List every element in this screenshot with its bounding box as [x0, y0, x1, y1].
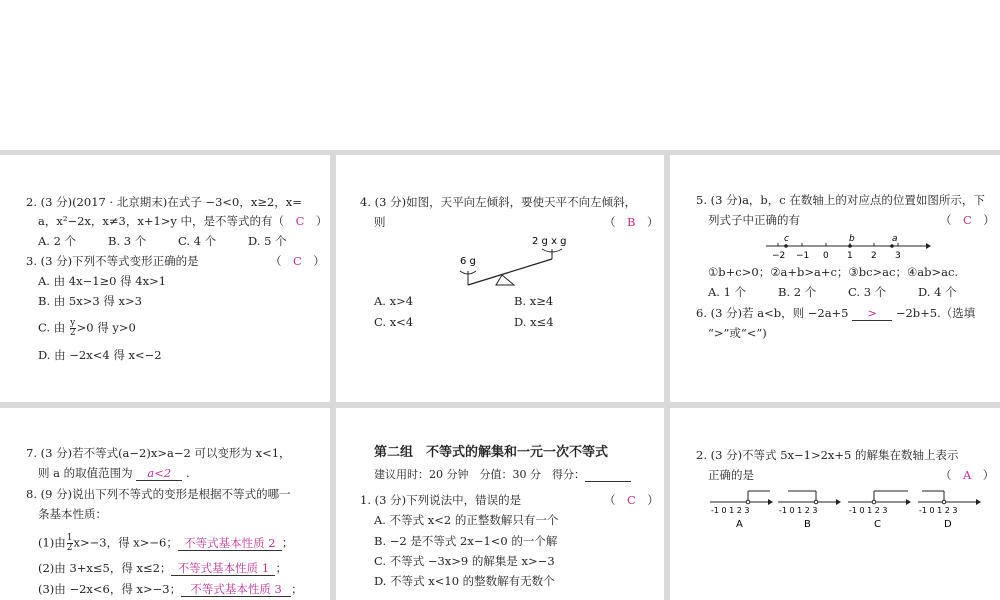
scale-right-label: 2 g x g: [532, 236, 567, 247]
section-meta: 建议用时：20 分钟 分值：30 分 得分：: [374, 468, 631, 482]
q1-option-b: B. −2 是不等式 2x−1<0 的一个解: [374, 534, 558, 548]
panel-q4: [336, 155, 664, 402]
q2-option-b: B. 3 个: [108, 234, 147, 248]
q5-option-b: B. 2 个: [778, 285, 817, 299]
q1-option-c: C. 不等式 −3x>9 的解集是 x>−3: [374, 554, 555, 568]
q8-line1: 8. (9 分)说出下列不等式的变形是根据不等式的哪一: [26, 487, 291, 501]
panel-q2-q3: [0, 155, 330, 402]
q1-stem: 1. (3 分)下列说法中，错误的是: [360, 493, 522, 507]
q8-part1-answer: 不等式基本性质 2: [178, 536, 282, 551]
q3-option-d: D. 由 −2x<4 得 x<−2: [38, 348, 162, 362]
q2-option-d: D. 5 个: [248, 234, 287, 248]
q2-line1: 2. (3 分)(2017 · 北京期末)在式子 −3<0，x≥2，x=: [26, 195, 302, 209]
q8-part2: (2)由 3+x≤5，得 x≤2； 不等式基本性质 1 ；: [38, 561, 287, 575]
point-label-c: c: [784, 234, 789, 244]
q6-line1: 6. (3 分)若 a<b，则 −2a+5 > −2b+5.（选填: [696, 306, 976, 320]
panel-q7-q8: [0, 408, 330, 600]
q4-option-c: C. x<4: [374, 315, 414, 329]
fraction-y-over-2: $\frac{y}{2}$: [69, 318, 76, 338]
q2-option-a: A. 2 个: [38, 234, 77, 248]
q2b-line1: 2. (3 分)不等式 5x−1>2x+5 的解集在数轴上表示: [696, 448, 959, 462]
panel-group2-q1: [336, 408, 664, 600]
q1-answer-paren: （ C ）: [604, 493, 659, 507]
point-a: [890, 244, 894, 248]
q5-option-d: D. 4 个: [918, 285, 957, 299]
q8-line2: 条基本性质：: [38, 507, 107, 521]
tick-label-1: 1: [847, 251, 853, 261]
q8-part2-answer: 不等式基本性质 1: [171, 561, 275, 576]
q5-statements: ①b+c>0；②a+b>a+c；③bc>ac；④ab>ac.: [708, 265, 959, 279]
option-label-a: A: [736, 519, 743, 530]
tick-label-3: 3: [895, 251, 901, 261]
q3-answer-paren: （ C ）: [270, 254, 325, 268]
number-line-option-a: [710, 488, 774, 530]
point-label-a: a: [892, 234, 898, 244]
q1-option-a: A. 不等式 x<2 的正整数解只有一个: [374, 513, 559, 527]
q8-part3: (3)由 −2x<6，得 x>−3； 不等式基本性质 3 ；: [38, 582, 303, 596]
q5-line1: 5. (3 分)a，b，c 在数轴上的对应点的位置如图所示，下: [696, 193, 985, 207]
tick-label-minus1: −1: [796, 251, 810, 261]
number-line-option-b: [778, 488, 842, 530]
q6-line2: “>”或“<”): [708, 326, 767, 340]
q5-answer: C: [963, 213, 972, 227]
q4-option-d: D. x≤4: [514, 315, 554, 329]
axis-arrow: [926, 243, 931, 249]
tick-label-0: 0: [823, 251, 829, 261]
q6-answer: >: [852, 306, 892, 321]
q4-answer: B: [627, 215, 636, 229]
q1-option-d: D. 不等式 x<10 的整数解有无数个: [374, 574, 555, 588]
q3-option-c: C. 由 $\frac{y}{2}$ >0 得 y>0: [38, 318, 136, 338]
q5-answer-paren: （ C ）: [940, 213, 995, 227]
q4-line1: 4. (3 分)如图，天平向左倾斜，要使天平不向左倾斜，: [360, 195, 637, 209]
q3-answer: C: [293, 254, 302, 268]
q3-option-b: B. 由 5x>3 得 x>3: [38, 294, 142, 308]
scale-left-label: 6 g: [460, 256, 476, 267]
tick-label-2: 2: [871, 251, 877, 261]
q2-line2: a，x²−2x，x≠3，x+1>y 中，是不等式的有（ C ）: [38, 214, 328, 228]
tick-label-minus2: −2: [772, 251, 786, 261]
q3-option-a: A. 由 4x−1≥0 得 4x>1: [38, 274, 167, 288]
option-label-d: D: [944, 519, 952, 530]
q2b-line2: 正确的是: [708, 468, 754, 482]
q2-answer: C: [295, 214, 305, 228]
axis-label-d: -1 0 1 2 3: [919, 506, 958, 515]
axis-label-c: -1 0 1 2 3: [849, 506, 888, 515]
option-label-c: C: [874, 519, 881, 530]
number-line-abc: [764, 231, 932, 261]
score-blank: [585, 470, 631, 482]
q8-part1: (1)由 $\frac{1}{2}$ x>−3，得 x>−6； 不等式基本性质 2 ；: [38, 533, 294, 553]
q4-answer-paren: （ B ）: [604, 215, 659, 229]
q7-line2: 则 a 的取值范围为 a<2 .: [38, 466, 190, 480]
q2b-answer: A: [963, 468, 972, 482]
point-b: [848, 244, 852, 248]
q2-option-c: C. 4 个: [178, 234, 217, 248]
number-line-option-d: [918, 488, 982, 530]
point-label-b: b: [849, 234, 855, 244]
scale-fulcrum: [496, 275, 514, 285]
q1-answer: C: [627, 493, 636, 507]
q4-option-a: A. x>4: [374, 294, 414, 308]
q3-stem: 3. (3 分)下列不等式变形正确的是: [26, 254, 199, 268]
q8-part3-answer: 不等式基本性质 3: [181, 582, 291, 597]
number-line-option-c: [848, 488, 912, 530]
balance-scale-diagram: [456, 233, 576, 293]
q5-option-a: A. 1 个: [708, 285, 747, 299]
q4-line2: 则: [374, 215, 386, 229]
q7-answer: a<2: [136, 466, 182, 481]
q5-line2: 列式子中正确的有: [708, 213, 800, 227]
axis-label-a: -1 0 1 2 3: [711, 506, 750, 515]
q5-option-c: C. 3 个: [848, 285, 887, 299]
panel-group2-q2: [670, 408, 1000, 600]
q4-option-b: B. x≥4: [514, 294, 554, 308]
option-label-b: B: [804, 519, 811, 530]
q2b-answer-paren: （ A ）: [940, 468, 995, 482]
q7-line1: 7. (3 分)若不等式(a−2)x>a−2 可以变形为 x<1，: [26, 446, 291, 460]
panel-q5-q6: [670, 155, 1000, 402]
point-c: [784, 244, 788, 248]
fraction-one-half: $\frac{1}{2}$: [66, 533, 73, 553]
section-title: 第二组 不等式的解集和一元一次不等式: [374, 445, 609, 460]
axis-label-b: -1 0 1 2 3: [779, 506, 818, 515]
